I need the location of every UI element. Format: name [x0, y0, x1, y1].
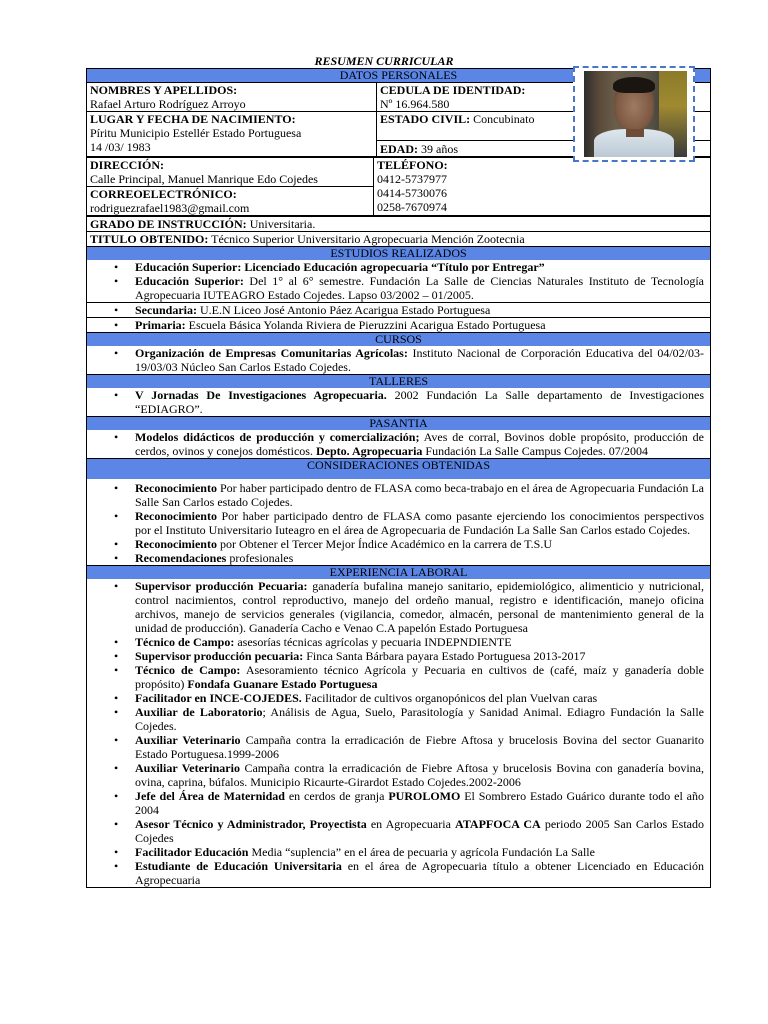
list-item: • Reconocimiento Por haber participado dentro de FLASA como pasante ejerciendo los conocimientos perspectivos por el Instituto Universitario Iuteagro en el área de Agropecuaria de Fundación La Salle San Carlos estado Cojedes. — [87, 509, 710, 537]
profile-photo — [584, 71, 687, 157]
consideraciones-list — [87, 479, 710, 565]
cedula-value: Nº 16.964.580 — [380, 97, 450, 111]
grado-label: GRADO DE INSTRUCCIÓN: — [90, 217, 247, 231]
list-item: • Auxiliar de Laboratorio; Análisis de Agua, Suelo, Parasitología y Sanidad Animal. Ediagro Fundación la Salle Cojedes. — [87, 705, 710, 733]
telefono-3: 0258-7670974 — [377, 200, 447, 214]
pasantia-list — [87, 430, 710, 458]
nombres-label: NOMBRES Y APELLIDOS: — [90, 83, 238, 97]
list-item: • Modelos didácticos de producción y comercialización; Aves de corral, Bovinos doble propósito, producción de cerdos, ovinos y conejos domésticos. Depto. Agropecuaria Fundación La Salle Campus Cojedes. 07/2004 — [87, 430, 710, 458]
document-title: RESUMEN CURRICULAR — [314, 54, 454, 68]
telefono-1: 0412-5737977 — [377, 172, 447, 186]
experiencia-list — [87, 579, 710, 887]
list-item: • Técnico de Campo: Asesoramiento técnico Agrícola y Pecuaria en cultivos de (café, maíz y ganadería doble propósito) Fondafa Guanare Estado Portuguesa — [87, 663, 710, 691]
list-item: • Técnico de Campo: asesorías técnicas agrícolas y pecuaria INDEPNDIENTE — [87, 635, 710, 649]
section-header-consideraciones: CONSIDERACIONES OBTENIDAS — [87, 458, 710, 479]
cursos-list — [87, 346, 710, 374]
list-item: • Facilitador Educación Media “suplencia” en el área de pecuaria y agrícola Fundación La Salle — [87, 845, 710, 859]
titulo-row — [87, 231, 710, 246]
correo-value: rodriguezrafael1983@gmail.com — [90, 201, 250, 215]
list-item: • Educación Superior: Licenciado Educación agropecuaria “Título por Entregar” — [87, 260, 710, 274]
telefono-2: 0414-5730076 — [377, 186, 447, 200]
personal-row-3 — [87, 156, 710, 215]
civil-label: ESTADO CIVIL: — [380, 112, 471, 126]
fecha-value: 14 /03/ 1983 — [90, 140, 151, 154]
section-header-datos: DATOS PERSONALES — [87, 68, 710, 82]
photo-frame — [573, 66, 695, 162]
direccion-label: DIRECCIÓN: — [90, 158, 165, 172]
list-item: • Reconocimiento Por haber participado dentro de FLASA como beca-trabajo en el área de Agropecuaria Fundación La Salle San Carlos estado Cojedes. — [87, 481, 710, 509]
list-item: • Supervisor producción pecuaria: Finca Santa Bárbara payara Estado Portuguesa 2013-2017 — [87, 649, 710, 663]
edad-label: EDAD: — [380, 142, 418, 156]
talleres-list — [87, 388, 710, 416]
list-item: • Estudiante de Educación Universitaria en el área de Agropecuaria título a obtener Licenciado en Educación Agropecuaria — [87, 859, 710, 887]
estudios-list — [87, 260, 710, 332]
list-item: • Supervisor producción Pecuaria: ganadería bufalina manejo sanitario, epidemiológico, alimenticio y nutricional, control nacimientos, control reproductivo, manejo del ordeño manual, registro e identificación, manejo oficina archivos, manejo de servicios generales (vigilancia, comedor, almacén, personal de mantenimiento general de la unidad de producción). Ganadería Cacho e Venao C.A papelón Estado Portuguesa — [87, 579, 710, 635]
titulo-value: Técnico Superior Universitario Agropecuaria Mención Zootecnia — [208, 232, 525, 246]
list-item: • Auxiliar Veterinario Campaña contra la erradicación de Fiebre Aftosa y brucelosis Bovina del sector Guanarito Estado Portuguesa.1999-2006 — [87, 733, 710, 761]
titulo-label: TITULO OBTENIDO: — [90, 232, 209, 246]
list-item: • Educación Superior: Del 1° al 6° semestre. Fundación La Salle de Ciencias Naturales Instituto de Tecnología Agropecuaria IUTEAGRO Estado Cojedes. Lapso 03/2002 – 01/2005. — [87, 274, 710, 302]
list-item: • Primaria: Escuela Básica Yolanda Riviera de Pieruzzini Acarigua Estado Portuguesa — [87, 317, 710, 332]
list-item: • Secundaria: U.E.N Liceo José Antonio Páez Acarigua Estado Portuguesa — [87, 302, 710, 317]
correo-label: CORREOELECTRÓNICO: — [90, 187, 237, 201]
section-header-talleres: TALLERES — [87, 374, 710, 388]
grado-value: Universitaria. — [246, 217, 316, 231]
list-item: • Reconocimiento por Obtener el Tercer Mejor Índice Académico en la carrera de T.S.U — [87, 537, 710, 551]
section-header-experiencia: EXPERIENCIA LABORAL — [87, 565, 710, 579]
list-item: • Jefe del Área de Maternidad en cerdos de granja PUROLOMO El Sombrero Estado Guárico durante todo el año 2004 — [87, 789, 710, 817]
telefono-label: TELÉFONO: — [377, 158, 448, 172]
nombres-value: Rafael Arturo Rodríguez Arroyo — [90, 97, 246, 111]
direccion-value: Calle Principal, Manuel Manrique Edo Cojedes — [90, 172, 318, 186]
list-item: • V Jornadas De Investigaciones Agropecuaria. 2002 Fundación La Salle departamento de Investigaciones “EDIAGRO”. — [87, 388, 710, 416]
list-item: • Auxiliar Veterinario Campaña contra la erradicación de Fiebre Aftosa y brucelosis Bovina con ganadería bovina, ovina, caprina, búfalos. Municipio Ricaurte-Girardot Estado Cojedes.2002-2006 — [87, 761, 710, 789]
lugar-value: Píritu Municipio Estellér Estado Portuguesa — [90, 126, 302, 140]
civil-value: Concubinato — [470, 112, 535, 126]
edad-value: 39 años — [418, 142, 458, 156]
section-header-pasantia: PASANTIA — [87, 416, 710, 430]
lugar-label: LUGAR Y FECHA DE NACIMIENTO: — [90, 112, 296, 126]
list-item: • Organización de Empresas Comunitarias Agrícolas: Instituto Nacional de Corporación Educativa del 04/02/03-19/03/03 Núcleo San Carlos Estado Cojedes. — [87, 346, 710, 374]
section-header-estudios: ESTUDIOS REALIZADOS — [87, 246, 710, 260]
grado-row — [87, 215, 710, 231]
cv-table — [86, 68, 711, 888]
section-header-cursos: CURSOS — [87, 332, 710, 346]
list-item: • Asesor Técnico y Administrador, Proyectista en Agropecuaria ATAPFOCA CA periodo 2005 San Carlos Estado Cojedes — [87, 817, 710, 845]
list-item: • Facilitador en INCE-COJEDES. Facilitador de cultivos organopónicos del plan Vuelvan caras — [87, 691, 710, 705]
cedula-label: CEDULA DE IDENTIDAD: — [380, 83, 526, 97]
list-item: • Recomendaciones profesionales — [87, 551, 710, 565]
